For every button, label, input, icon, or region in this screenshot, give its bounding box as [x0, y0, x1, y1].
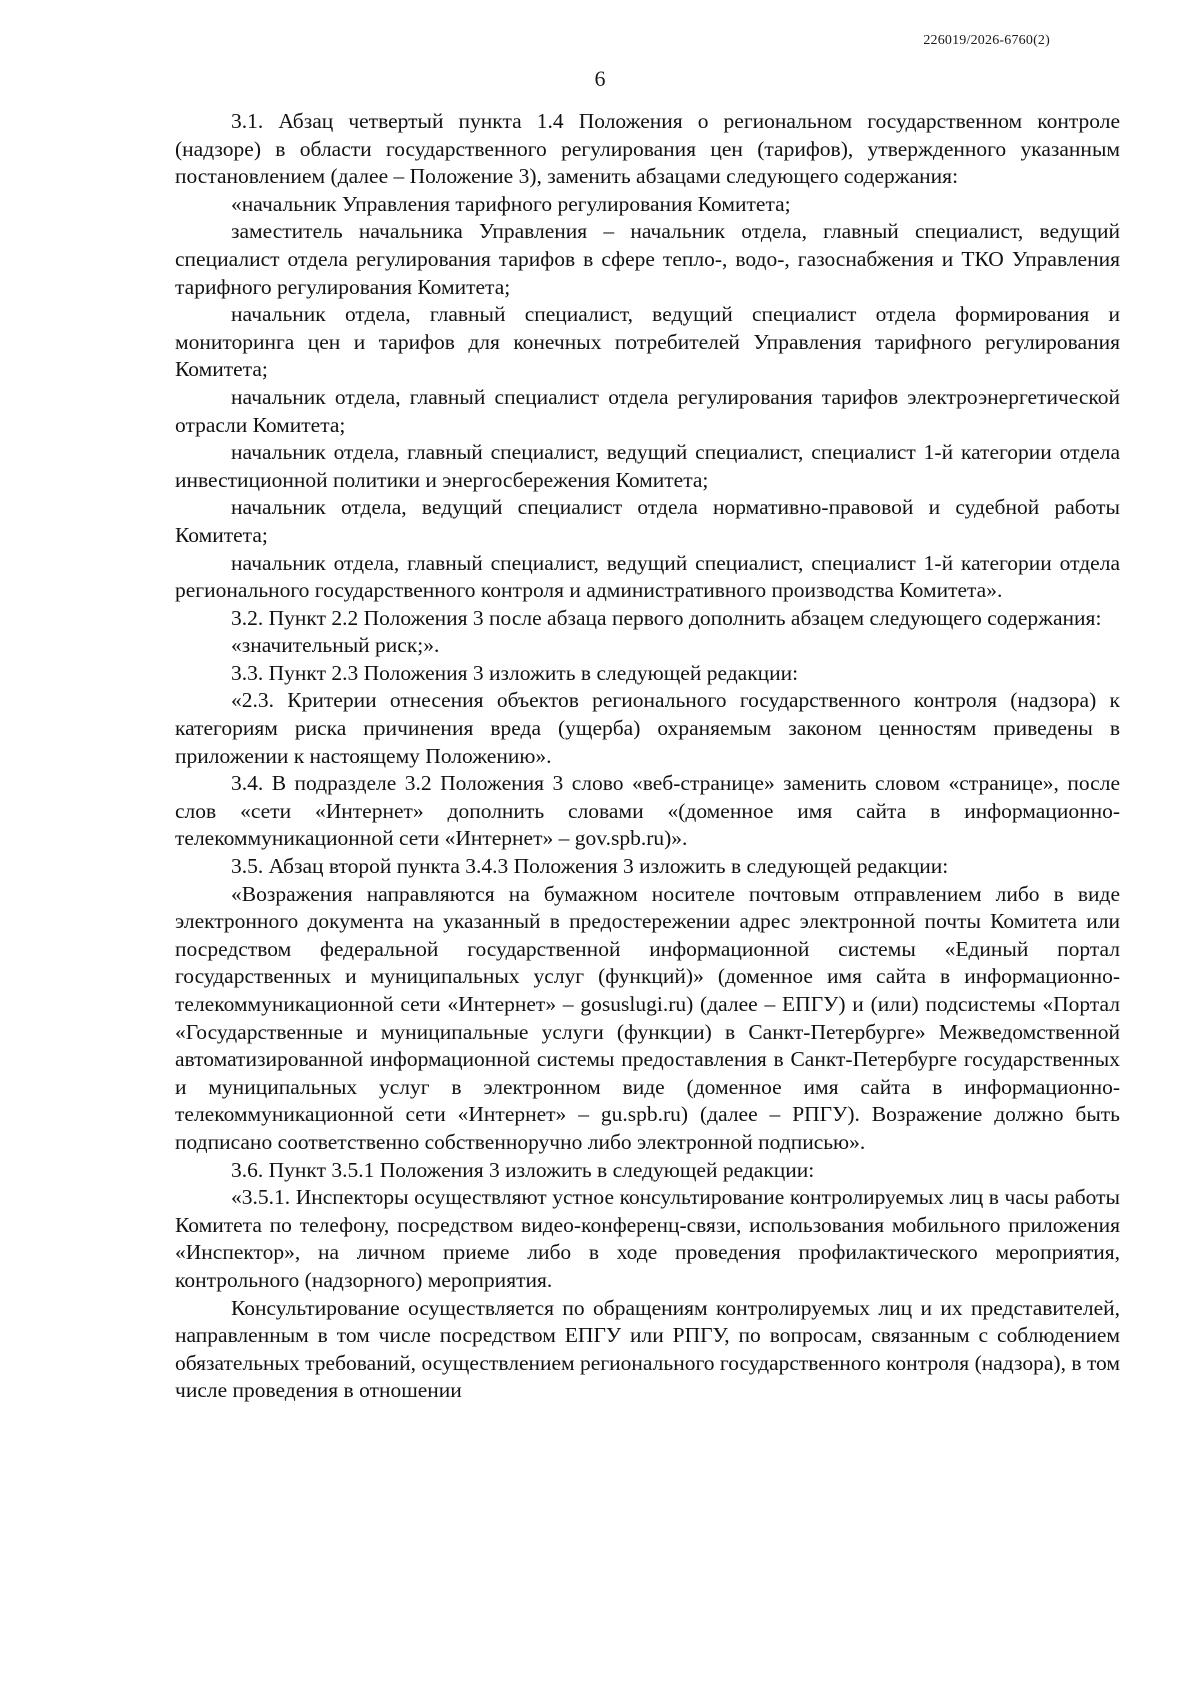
- paragraph-consulting: Консультирование осуществляется по обращениям контролируемых лиц и их представителей, направленным в том числе посредством ЕПГУ или РПГУ, по вопросам, связанным с соблюдением обязательных требований, осуществлением регионального государственного контроля (надзора), в том числе проведения в отношении: [175, 1295, 1120, 1403]
- paragraph-deputy-head: заместитель начальника Управления – начальник отдела, главный специалист, ведущий специалист отдела регулирования тарифов в сфере тепло-, водо-, газоснабжения и ТКО Управления тарифного регулирования Комитета;: [175, 219, 1120, 299]
- paragraph-control-dept: начальник отдела, главный специалист, ведущий специалист, специалист 1-й категории отдела регионального государственного контроля и административного производства Комитета».: [175, 550, 1120, 603]
- paragraph-monitoring-dept: начальник отдела, главный специалист, ведущий специалист отдела формирования и мониторинга цен и тарифов для конечных потребителей Управления тарифного регулирования Комитета;: [175, 302, 1120, 382]
- paragraph-quote-head: «начальник Управления тарифного регулирования Комитета;: [231, 191, 791, 216]
- paragraph-significant-risk: «значительный риск;».: [231, 633, 440, 658]
- document-code: 226019/2026-6760(2): [923, 33, 1050, 48]
- document-body: [175, 108, 1120, 1405]
- paragraph-3-5-1: «3.5.1. Инспекторы осуществляют устное консультирование контролируемых лиц в часы работы Комитета по телефону, посредством видео-конференц-связи, использования мобильного приложения «Инспектор», на личном приеме либо в ходе проведения профилактического мероприятия, контрольного (надзорного) мероприятия.: [175, 1185, 1120, 1292]
- paragraph-objections: «Возражения направляются на бумажном носителе почтовым отправлением либо в виде электронного документа на указанный в предостережении адрес электронной почты Комитета или посредством федеральной государственной информационной системы «Единый портал государственных и муниципальных услуг (функций)» (доменное имя сайта в информационно-телекоммуникационной сети «Интернет» – gosuslugi.ru) (далее – ЕПГУ) и (или) подсистемы «Портал «Государственные и муниципальные услуги (функции) в Санкт-Петербурге» Межведомственной автоматизированной информационной системы предоставления в Санкт-Петербурге государственных и муниципальных услуг в электронном виде (доменное имя сайта в информационно-телекоммуникационной сети «Интернет» – gu.spb.ru) (далее – РПГУ). Возражение должно быть подписано соответственно собственноручно либо электронной подписью».: [175, 881, 1120, 1154]
- paragraph-3-2: 3.2. Пункт 2.2 Положения 3 после абзаца первого дополнить абзацем следующего содержания:: [231, 605, 1102, 630]
- paragraph-2-3-criteria: «2.3. Критерии отнесения объектов регионального государственного контроля (надзора) к категориям риска причинения вреда (ущерба) охраняемым законом ценностям приведены в приложении к настоящему Положению».: [175, 688, 1120, 768]
- paragraph-electro-dept: начальник отдела, главный специалист отдела регулирования тарифов электроэнергетической отрасли Комитета;: [175, 384, 1120, 437]
- page-number: 6: [594, 66, 606, 91]
- paragraph-3-3: 3.3. Пункт 2.3 Положения 3 изложить в следующей редакции:: [231, 660, 799, 685]
- paragraph-investment-dept: начальник отдела, главный специалист, ведущий специалист, специалист 1-й категории отдела инвестиционной политики и энергосбережения Комитета;: [175, 440, 1120, 492]
- paragraph-legal-dept: начальник отдела, ведущий специалист отдела нормативно-правовой и судебной работы Комитета;: [175, 495, 1120, 547]
- paragraph-3-5: 3.5. Абзац второй пункта 3.4.3 Положения 3 изложить в следующей редакции:: [231, 854, 949, 879]
- paragraph-3-4: 3.4. В подразделе 3.2 Положения 3 слово «веб-странице» заменить словом «странице», после слов «сети «Интернет» дополнить словами «(доменное имя сайта в информационно-телекоммуникационной сети «Интернет» – gov.spb.ru)».: [175, 771, 1120, 851]
- paragraph-3-6: 3.6. Пункт 3.5.1 Положения 3 изложить в следующей редакции:: [231, 1157, 815, 1182]
- paragraph-3-1: 3.1. Абзац четвертый пункта 1.4 Положения о региональном государственном контроле (надзоре) в области государственного регулирования цен (тарифов), утвержденного указанным постановлением (далее – Положение 3), заменить абзацами следующего содержания:: [175, 109, 1120, 189]
